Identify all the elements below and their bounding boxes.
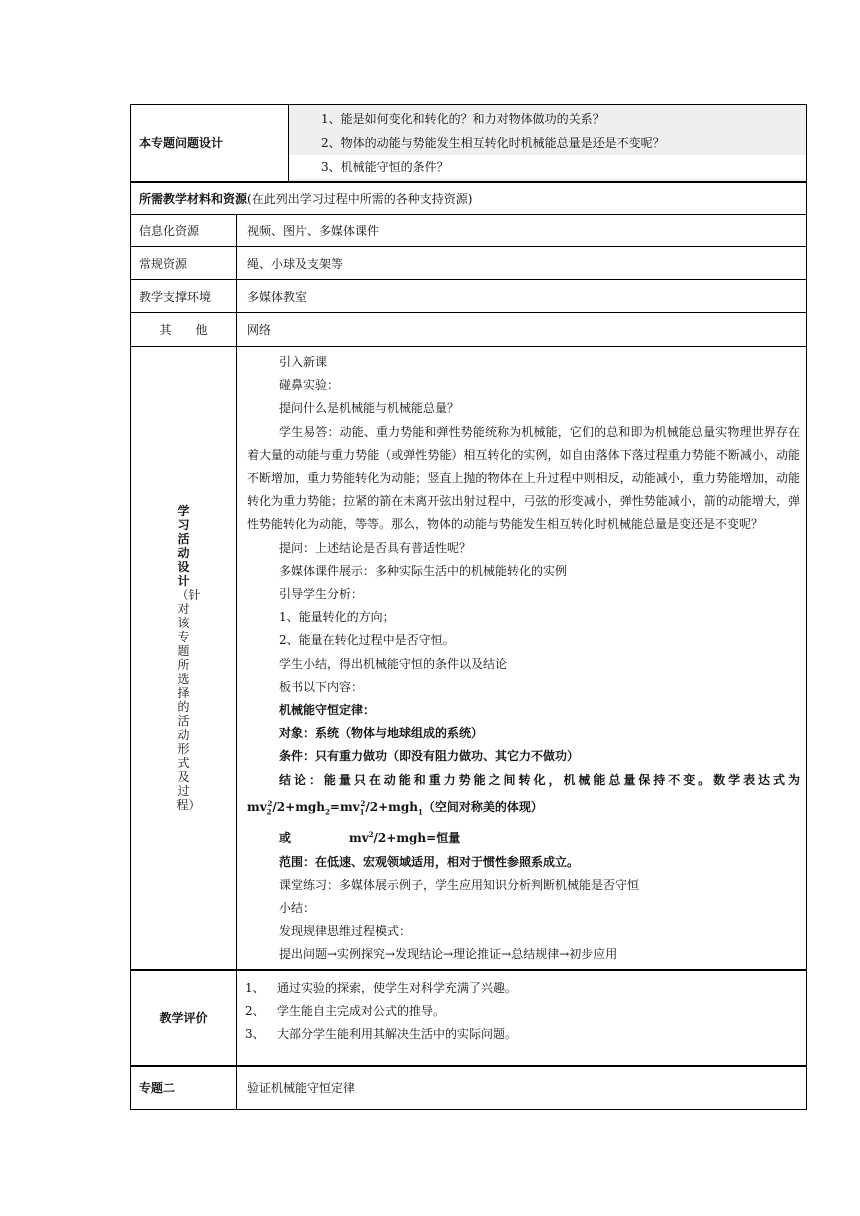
activity-content bbox=[237, 347, 807, 970]
evaluation-num: 1、 bbox=[245, 980, 265, 995]
activity-line: 2、能量在转化过程中是否守恒。 bbox=[279, 633, 455, 648]
material-label: 信息化资源 bbox=[131, 215, 237, 247]
evaluation-text: 通过实验的探索，使学生对科学充满了兴趣。 bbox=[277, 980, 518, 995]
materials-header bbox=[131, 182, 807, 215]
activity-label bbox=[131, 504, 236, 812]
material-label: 其 他 bbox=[131, 313, 237, 347]
topic-two-label: 专题二 bbox=[131, 1066, 237, 1110]
formula-part: /2+mgh bbox=[365, 799, 418, 814]
material-value: 多媒体教室 bbox=[237, 280, 807, 313]
topic-questions-cell bbox=[289, 105, 807, 182]
material-row bbox=[131, 280, 807, 313]
topic-questions-label: 本专题问题设计 bbox=[131, 105, 289, 182]
materials-header-row bbox=[131, 182, 807, 215]
activity-line: 提问：上述结论是否具有普适性呢？ bbox=[279, 540, 472, 555]
evaluation-item bbox=[245, 977, 806, 1000]
evaluation-text: 学生能自主完成对公式的推导。 bbox=[277, 1003, 446, 1018]
evaluation-label: 教学评价 bbox=[131, 970, 237, 1066]
material-row bbox=[131, 313, 807, 347]
formula-sup: 2 bbox=[360, 798, 366, 808]
activity-line: 发现规律思维过程模式： bbox=[279, 924, 412, 939]
formula-sub: 1 bbox=[359, 807, 365, 817]
formula-part: mv bbox=[247, 799, 267, 814]
evaluation-row bbox=[131, 970, 807, 1066]
formula-part: /2+mgh=恒量 bbox=[373, 831, 461, 846]
activity-board-line: 结论：能量只在动能和重力势能之间转化，机械能总量保持不变。数学表达式为 bbox=[279, 772, 801, 787]
formula-line bbox=[247, 792, 800, 824]
evaluation-item bbox=[245, 1023, 806, 1046]
activity-label-cell bbox=[131, 347, 237, 970]
activity-board-line: 机械能守恒定律： bbox=[279, 703, 376, 718]
formula-part: mv bbox=[349, 831, 369, 846]
activity-line: 1、能量转化的方向； bbox=[279, 610, 395, 625]
question-item: 3、机械能守恒的条件？ bbox=[289, 155, 806, 179]
evaluation-text: 大部分学生能利用其解决生活中的实际问题。 bbox=[277, 1026, 518, 1041]
material-row bbox=[131, 247, 807, 280]
activity-line: 板书以下内容： bbox=[279, 679, 364, 694]
evaluation-item bbox=[245, 1000, 806, 1023]
question-item: 2、物体的动能与势能发生相互转化时机械能总量是还是不变呢？ bbox=[321, 135, 665, 150]
topic-two-value: 验证机械能守恒定律 bbox=[237, 1066, 807, 1110]
material-row bbox=[131, 215, 807, 247]
activity-line: 提出问题→实例探究→发现结论→理论推证→总结规律→初步应用 bbox=[279, 947, 618, 962]
lesson-plan-table bbox=[130, 104, 807, 1110]
activity-board-line: 范围：在低速、宏观领域适用，相对于惯性参照系成立。 bbox=[279, 854, 580, 869]
activity-line: 课堂练习：多媒体展示例子，学生应用知识分析判断机械能是否守恒 bbox=[279, 877, 640, 892]
materials-header-note: (在此列出学习过程中所需的各种支持资源) bbox=[247, 191, 473, 206]
activity-line: 碰鼻实验： bbox=[279, 378, 340, 393]
activity-line: 引导学生分析： bbox=[279, 587, 364, 602]
material-value: 视频、图片、多媒体课件 bbox=[237, 215, 807, 247]
formula-or: 或 bbox=[279, 831, 292, 846]
question-item: 1、能是如何变化和转化的？和力对物体做功的关系？ bbox=[321, 111, 605, 126]
materials-header-title: 所需教学材料和资源 bbox=[139, 191, 248, 206]
topic-questions-row bbox=[131, 105, 807, 182]
activity-row bbox=[131, 347, 807, 970]
activity-paragraph: 学生易答：动能、重力势能和弹性势能统称为机械能，它们的总和即为机械能总量实物理世界存在着大量的动能与重力势能（或弹性势能）相互转化的实例，如自由落体下落过程重力势能不断减小，动能不断增加，重力势能转化为动能；竖直上抛的物体在上升过程中则相反，动能减小，重力势能增加，动能转化为重力势能；拉紧的箭在未离开弦出射过程中，弓弦的形变减小，弹性势能减小，箭的动能增大，弹性势能转化为动能，等等。那么，物体的动能与势能发生相互转化时机械能总量是变还是不变呢？ bbox=[247, 424, 801, 532]
formula-line-2 bbox=[247, 823, 800, 850]
formula-note: （空间对称美的体现） bbox=[422, 799, 543, 814]
activity-label-title: 学习活动设计 bbox=[177, 503, 190, 588]
material-value: 网络 bbox=[237, 313, 807, 347]
formula-sub: 1 bbox=[418, 807, 423, 817]
formula-part: /2+mgh bbox=[272, 799, 326, 814]
activity-board-line: 条件：只有重力做功（即没有阻力做功、其它力不做功） bbox=[279, 749, 580, 764]
activity-line: 多媒体课件展示：多种实际生活中的机械能转化的实例 bbox=[279, 563, 568, 578]
material-label: 教学支撑环境 bbox=[131, 280, 237, 313]
activity-label-note: （针对该专题所选择的活动形式及过程） bbox=[176, 587, 201, 812]
evaluation-num: 2、 bbox=[245, 1003, 265, 1018]
activity-line: 小结： bbox=[279, 901, 316, 916]
formula-sup: 2 bbox=[267, 798, 273, 808]
activity-line: 提问什么是机械能与机械能总量？ bbox=[279, 401, 460, 416]
activity-line: 引入新课 bbox=[279, 355, 328, 369]
formula-sup: 2 bbox=[368, 830, 374, 840]
evaluation-num: 3、 bbox=[245, 1026, 265, 1041]
evaluation-content bbox=[237, 970, 807, 1066]
formula-sub: 2 bbox=[325, 807, 330, 817]
activity-line: 学生小结，得出机械能守恒的条件以及结论 bbox=[279, 656, 508, 671]
activity-board-line: 对象：系统（物体与地球组成的系统） bbox=[279, 726, 484, 741]
formula-sub: 2 bbox=[266, 807, 272, 817]
topic-two-row bbox=[131, 1066, 807, 1110]
material-label: 常规资源 bbox=[131, 247, 237, 280]
formula-part: =mv bbox=[329, 799, 360, 814]
material-value: 绳、小球及支架等 bbox=[237, 247, 807, 280]
